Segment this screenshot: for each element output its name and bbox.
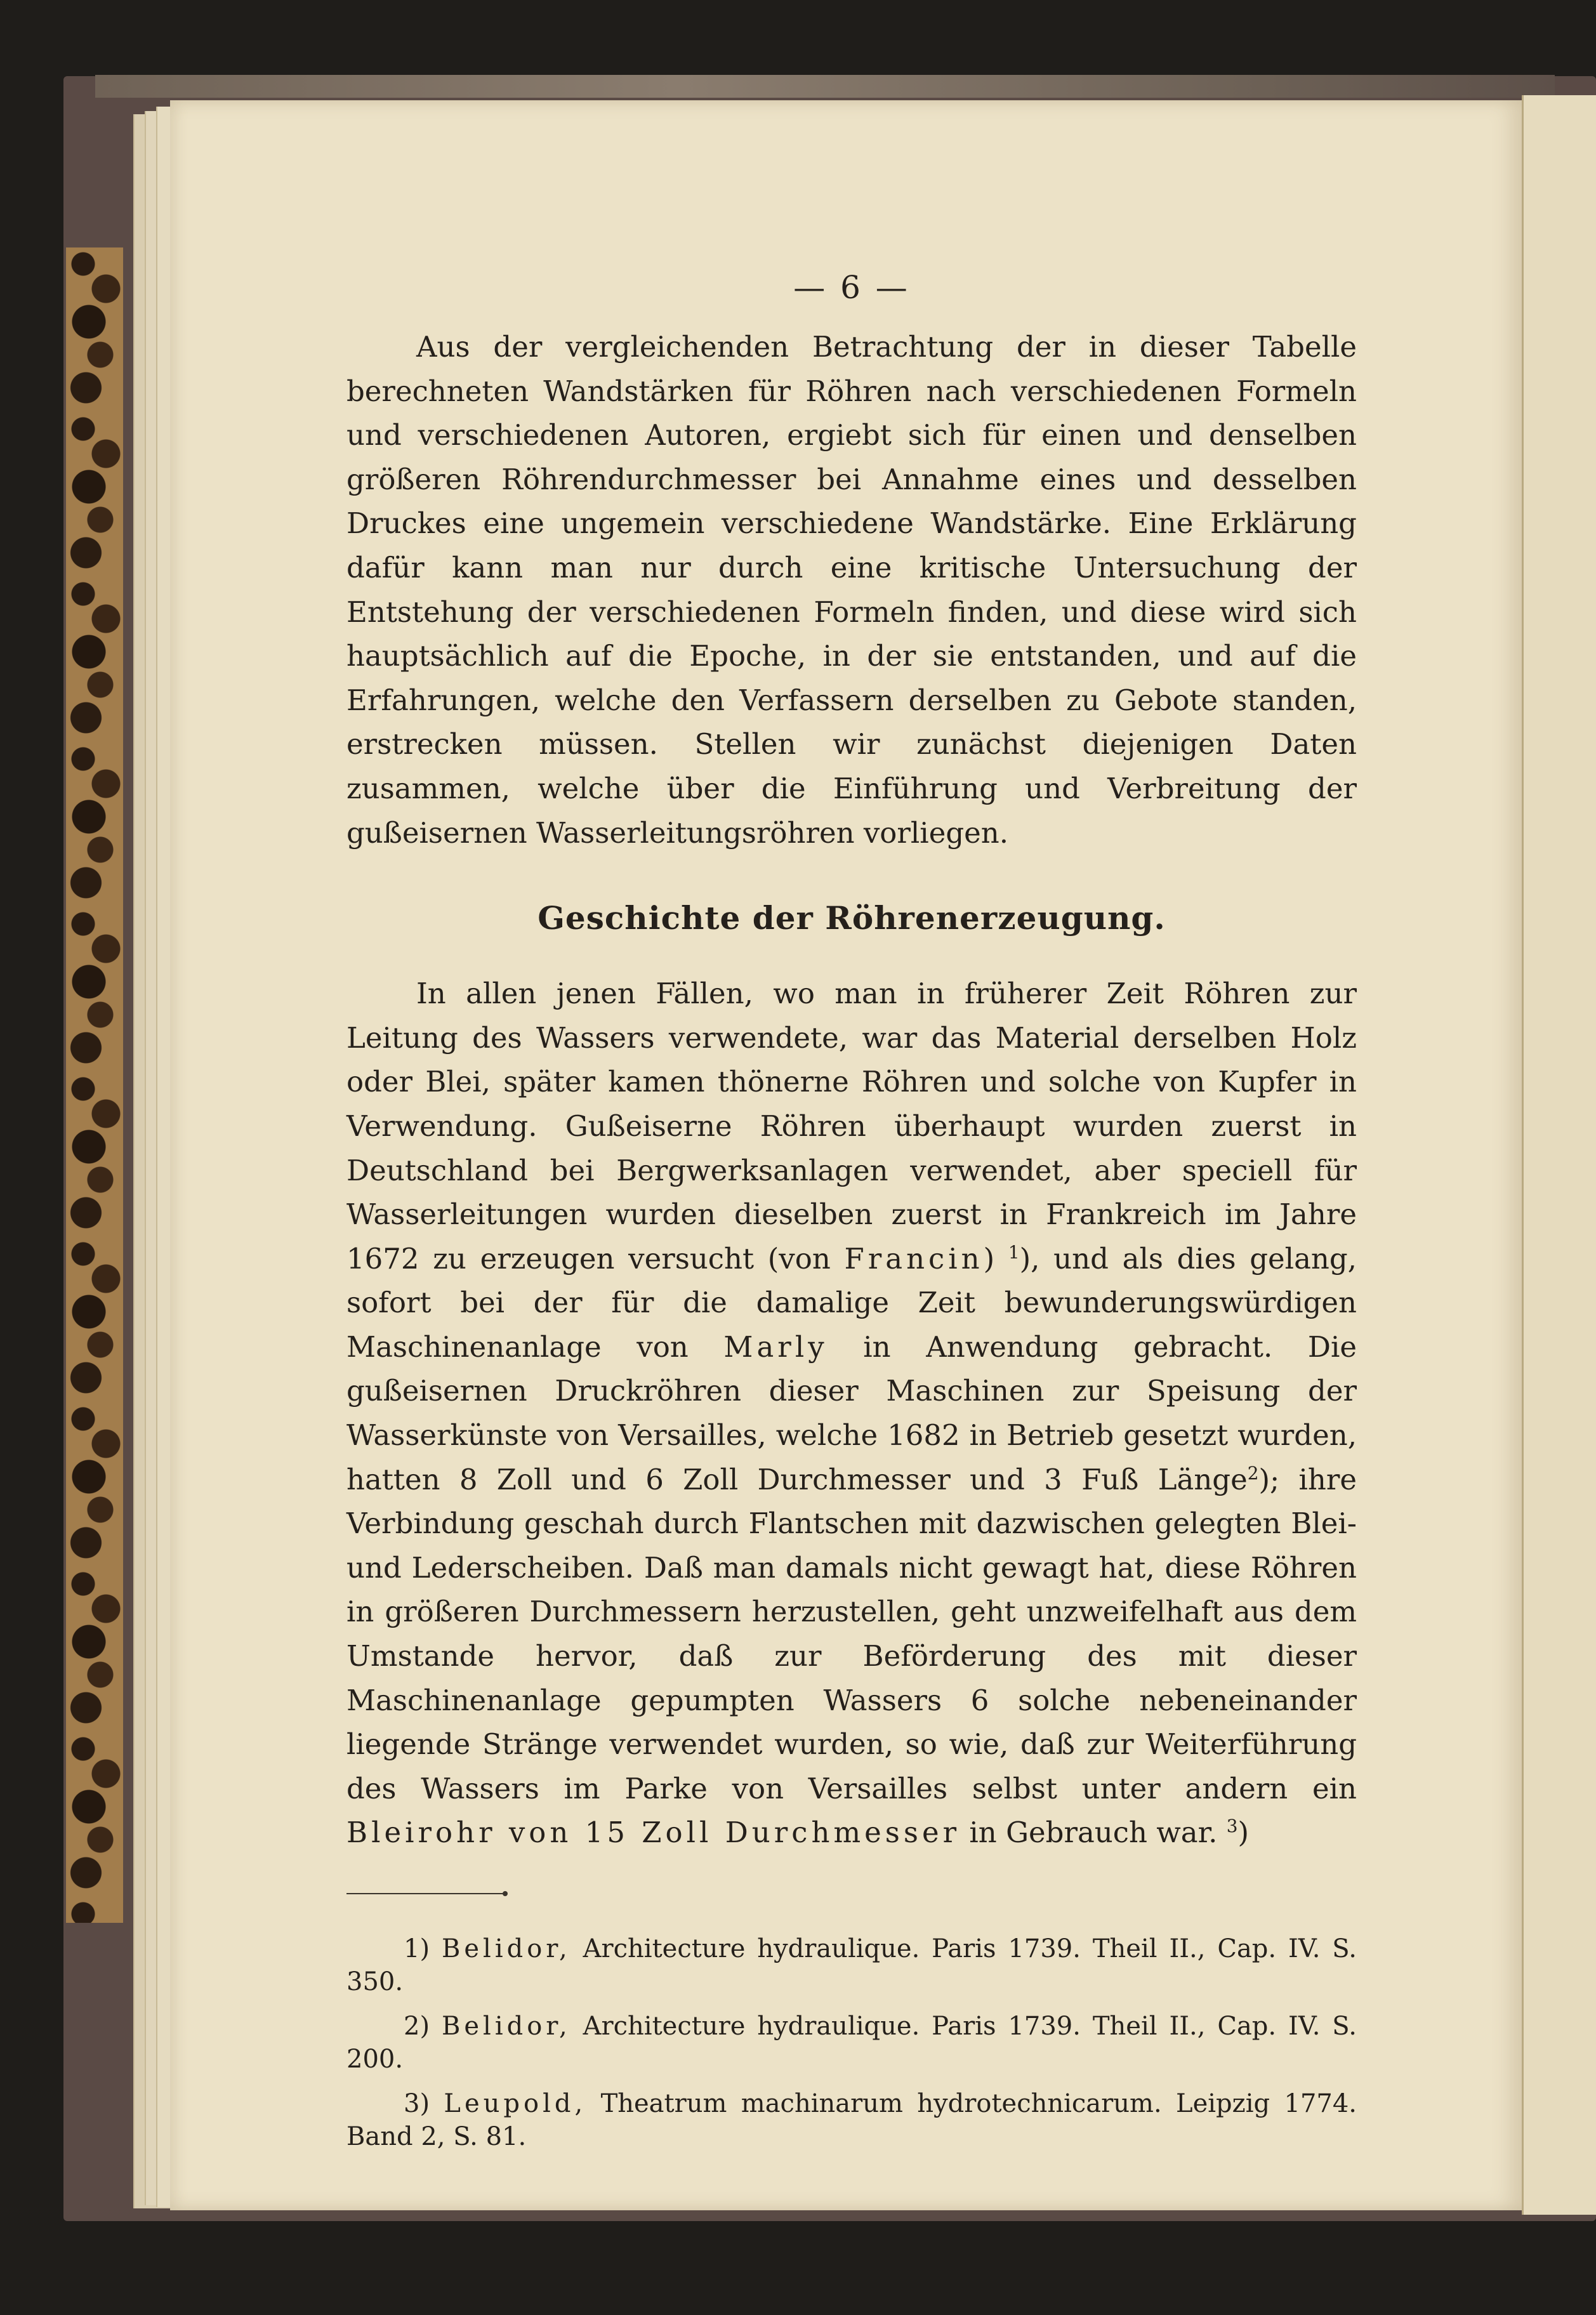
page [170,100,1522,2210]
section-heading: Geschichte der Röhrenerzeugung. [537,899,1166,937]
emphasis-bleirohr: Bleirohr von 15 Zoll Durchmesser [346,1816,961,1850]
footnote-ref-1: 1 [1008,1241,1020,1263]
footnote-ref-2: 2 [1247,1462,1259,1484]
cover-top-edge [95,75,1555,98]
paragraph-history: In allen jenen Fällen, wo man in früherer Zeit Röhren zur Leitung des Wassers verwendete, war das Material derselben Holz oder Blei, später kamen thönerne Röhren und solche von Kupfer in Verwendung. Gußeiserne Röhren überhaupt wurden zuerst in Deutschland bei Bergwerksanlagen verwendet, aber speciell für Wasserleitungen wurden dieselben zuerst in Frankreich im Jahre 1672 zu erzeugen versucht (von Francin) $^1$), und als dies gelang, sofort bei der für die damalige Zeit bewunderungswürdigen Maschinenanlage von Marly in Anwendung gebracht. Die gußeisernen Druckröhren dieser Maschinen zur Speisung der Wasserkünste von Versailles, welche 1682 in Betrieb gesetzt wurden, hatten 8 Zoll und 6 Zoll Durchmesser und 3 Fuß Länge$^2$); ihre Verbindung geschah durch Flantschen mit dazwischen gelegten Blei- und Lederscheiben. Daß man damals nicht gewagt hat, diese Röhren in größeren Durchmessern herzustellen, geht unzweifelhaft aus dem Umstande hervor, daß zur Beförderung des mit dieser Maschinenanlage gepumpten Wassers 6 solche nebeneinander liegende Stränge verwendet wurden, so wie, daß zur Weiterführung des Wassers im Parke von Versailles selbst unter andern ein Bleirohr von 15 Zoll Durchmesser in Gebrauch war. $^3$) [346,977,1357,1850]
name-francin: Francin [844,1241,984,1276]
text-block [346,269,1357,2165]
marbled-cover-edge [66,247,123,1923]
footnote-ref-3: 3 [1226,1816,1238,1837]
page-number: — 6 — [793,269,910,306]
footnote-rule [346,1893,505,1894]
facing-page-edge [1522,95,1596,2215]
footnote-1: 1) Belidor, Architecture hydraulique. Paris 1739. Theil II., Cap. IV. S. 350. [346,1934,1357,1996]
footnote-2: 2) Belidor, Architecture hydraulique. Paris 1739. Theil II., Cap. IV. S. 200. [346,2012,1357,2074]
name-marly: Marly [723,1329,828,1364]
footnote-3: 3) Leupold, Theatrum machinarum hydrotechnicarum. Leipzig 1774. Band 2, S. 81. [346,2089,1357,2151]
paragraph-intro: Aus der vergleichenden Betrachtung der in dieser Tabelle berechneten Wandstärken für Röhren nach verschiedenen Formeln und verschiedenen Autoren, ergiebt sich für einen und denselben größeren Röhrendurchmesser bei Annahme eines und desselben Druckes eine ungemein verschiedene Wandstärke. Eine Erklärung dafür kann man nur durch eine kritische Untersuchung der Entstehung der verschiedenen Formeln finden, und diese wird sich hauptsächlich auf die Epoche, in der sie entstanden, und auf die Erfahrungen, welche den Verfassern derselben zu Gebote standen, erstrecken müssen. Stellen wir zunächst diejenigen Daten zusammen, welche über die Einführung und Verbreitung der gußeisernen Wasserleitungsröhren vorliegen. [346,330,1357,850]
